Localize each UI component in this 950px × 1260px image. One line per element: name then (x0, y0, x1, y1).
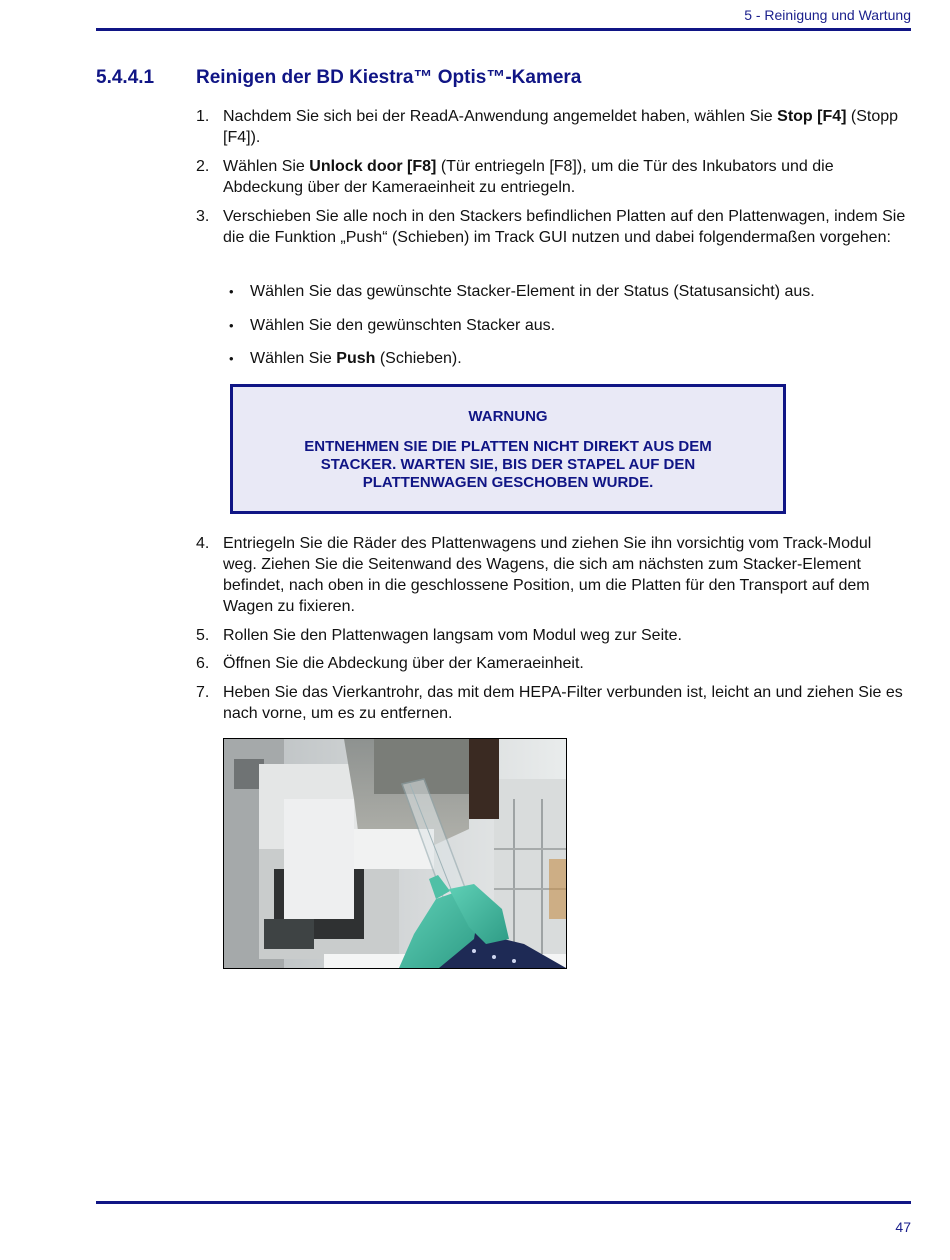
step-number: 1. (196, 108, 210, 125)
step-4 (196, 533, 906, 617)
bullet-dot: • (229, 284, 234, 299)
page-number: 47 (895, 1219, 911, 1235)
bullet-item (229, 348, 889, 369)
step-text: Nachdem Sie sich bei der ReadA-Anwendung angemeldet haben, wählen Sie Stop [F4] (Stopp [F4]). (223, 108, 899, 146)
footer-rule (96, 1201, 911, 1204)
step-bold-command: Unlock door [F8] (309, 158, 437, 175)
step-6 (196, 653, 906, 674)
step-text: Rollen Sie den Plattenwagen langsam vom Modul weg zur Seite. (223, 627, 682, 644)
bullet-text: Wählen Sie den gewünschten Stacker aus. (250, 317, 556, 334)
step-number: 5. (196, 627, 210, 644)
step-text: Entriegeln Sie die Räder des Plattenwagens und ziehen Sie ihn vorsichtig vom Track-Modul weg. Ziehen Sie die Seitenwand des Wagens, die sich am nächsten zum Stacker-Element befindet, nach oben in die geschlossene Position, um die Platten für den Transport auf dem Wagen zu fixieren. (223, 535, 872, 615)
step-number: 3. (196, 208, 210, 225)
step-text: Heben Sie das Vierkantrohr, das mit dem HEPA-Filter verbunden ist, leicht an und ziehen Sie es nach vorne, um es zu entfernen. (223, 684, 903, 722)
bullet-text: Wählen Sie das gewünschte Stacker-Element in der Status (Statusansicht) aus. (250, 283, 815, 300)
bullet-item (229, 315, 889, 336)
step-number: 4. (196, 535, 210, 552)
warning-text: ENTNEHMEN SIE DIE PLATTEN NICHT DIREKT AUS DEM STACKER. WARTEN SIE, BIS DER STAPEL AUF DEN PLATTENWAGEN GESCHOBEN WURDE. (304, 438, 712, 491)
chapter-header: 5 - Reinigung und Wartung (744, 7, 911, 23)
step-text: Öffnen Sie die Abdeckung über der Kameraeinheit. (223, 655, 584, 672)
bullet-dot: • (229, 318, 234, 333)
section-number: 5.4.4.1 (96, 67, 155, 88)
photo-illustration (224, 739, 566, 968)
step-number: 6. (196, 655, 210, 672)
header-rule (96, 28, 911, 31)
step-text: Wählen Sie Unlock door [F8] (Tür entriegeln [F8]), um die Tür des Inkubators und die Abdeckung über der Kameraeinheit zu entriegeln. (223, 158, 834, 196)
step-number: 2. (196, 158, 210, 175)
step-bold-command: Stop [F4] (777, 108, 847, 125)
step-number: 7. (196, 684, 210, 701)
bullet-bold-command: Push (336, 350, 376, 367)
section-title: Reinigen der BD Kiestra™ Optis™-Kamera (196, 67, 582, 88)
warning-title: WARNUNG (468, 408, 548, 425)
step-2 (196, 156, 906, 198)
bullet-item (229, 281, 889, 302)
bullet-dot: • (229, 351, 234, 366)
warning-box (230, 384, 786, 514)
step-7 (196, 682, 906, 724)
step-5 (196, 625, 906, 646)
step-3 (196, 206, 906, 248)
step-1 (196, 106, 906, 148)
step-text: Verschieben Sie alle noch in den Stackers befindlichen Platten auf den Plattenwagen, indem Sie die die Funktion „Push“ (Schieben) im Track GUI nutzen und dabei folgendermaßen vorgehen: (223, 208, 906, 246)
bullet-text: Wählen Sie Push (Schieben). (250, 350, 462, 367)
camera-unit-photo (223, 738, 567, 969)
